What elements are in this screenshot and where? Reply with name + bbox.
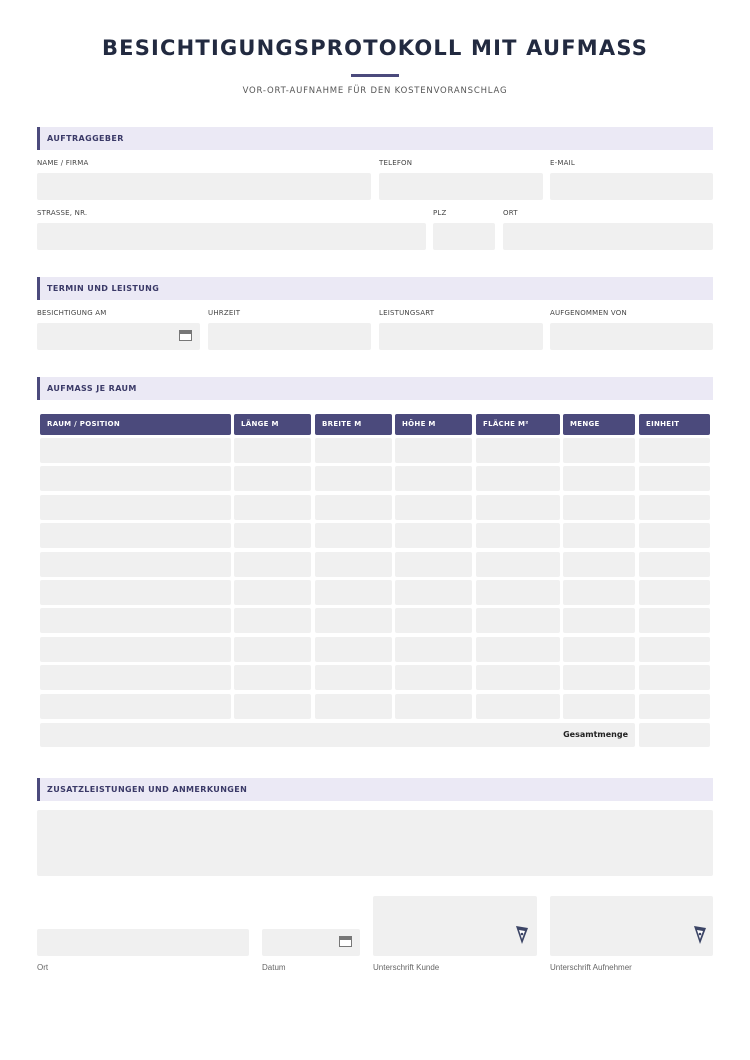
place-label: Ort xyxy=(37,963,49,972)
table-cell[interactable] xyxy=(40,694,231,719)
place-field[interactable] xyxy=(37,929,249,956)
calendar-icon[interactable] xyxy=(179,330,192,341)
section-header-notes xyxy=(37,778,713,801)
time-label: UHRZEIT xyxy=(208,309,241,317)
time-field[interactable] xyxy=(208,323,371,350)
zip-label: PLZ xyxy=(433,209,447,217)
section-header-appointment xyxy=(37,277,713,300)
section-header-measurement xyxy=(37,377,713,400)
table-cell[interactable] xyxy=(315,466,392,491)
table-cell[interactable] xyxy=(315,495,392,520)
section-header-client xyxy=(37,127,713,150)
column-header-unit xyxy=(639,414,710,435)
signature-date-label: Datum xyxy=(262,963,286,972)
table-cell[interactable] xyxy=(315,438,392,463)
phone-label: TELEFON xyxy=(379,159,413,167)
client-signature-field[interactable] xyxy=(373,896,537,956)
phone-field[interactable] xyxy=(379,173,543,200)
table-cell[interactable] xyxy=(395,665,472,690)
table-cell[interactable] xyxy=(395,523,472,548)
column-header-label: MENGE xyxy=(570,420,600,428)
table-cell[interactable] xyxy=(315,608,392,633)
table-cell[interactable] xyxy=(563,637,635,662)
table-cell[interactable] xyxy=(315,580,392,605)
table-cell[interactable] xyxy=(40,523,231,548)
table-cell[interactable] xyxy=(395,552,472,577)
table-cell[interactable] xyxy=(395,637,472,662)
pen-signature-icon xyxy=(514,924,530,946)
table-cell[interactable] xyxy=(563,552,635,577)
zip-field[interactable] xyxy=(433,223,495,250)
table-cell[interactable] xyxy=(563,438,635,463)
table-cell[interactable] xyxy=(395,580,472,605)
column-header-label: HÖHE M xyxy=(402,420,436,428)
table-cell[interactable] xyxy=(315,637,392,662)
table-cell[interactable] xyxy=(395,438,472,463)
column-header-label: EINHEIT xyxy=(646,420,680,428)
section-title-measurement: AUFMASS JE RAUM xyxy=(47,384,137,393)
table-cell[interactable] xyxy=(563,523,635,548)
table-cell[interactable] xyxy=(40,438,231,463)
table-cell[interactable] xyxy=(476,523,560,548)
city-field[interactable] xyxy=(503,223,713,250)
table-cell[interactable] xyxy=(476,694,560,719)
notes-field[interactable] xyxy=(37,810,713,876)
table-cell[interactable] xyxy=(40,552,231,577)
table-cell[interactable] xyxy=(40,637,231,662)
section-title-client: AUFTRAGGEBER xyxy=(47,134,124,143)
recorded-by-field[interactable] xyxy=(550,323,713,350)
column-header-label: LÄNGE M xyxy=(241,420,279,428)
table-cell[interactable] xyxy=(395,495,472,520)
name-label: NAME / FIRMA xyxy=(37,159,89,167)
column-header-length xyxy=(234,414,311,435)
column-header-area xyxy=(476,414,560,435)
table-cell[interactable] xyxy=(639,438,710,463)
table-cell[interactable] xyxy=(234,637,311,662)
table-cell[interactable] xyxy=(395,608,472,633)
table-cell[interactable] xyxy=(40,580,231,605)
table-cell[interactable] xyxy=(476,438,560,463)
table-cell[interactable] xyxy=(476,552,560,577)
table-cell[interactable] xyxy=(639,495,710,520)
table-cell[interactable] xyxy=(315,694,392,719)
table-cell[interactable] xyxy=(234,580,311,605)
inspection-date-label: BESICHTIGUNG AM xyxy=(37,309,107,317)
column-header-quantity xyxy=(563,414,635,435)
table-cell[interactable] xyxy=(476,665,560,690)
table-cell[interactable] xyxy=(563,466,635,491)
column-header-label: BREITE M xyxy=(322,420,362,428)
total-field[interactable] xyxy=(639,723,710,747)
column-header-width xyxy=(315,414,392,435)
table-cell[interactable] xyxy=(315,523,392,548)
table-cell[interactable] xyxy=(476,580,560,605)
table-cell[interactable] xyxy=(639,523,710,548)
table-cell[interactable] xyxy=(234,466,311,491)
title-underline xyxy=(351,74,399,77)
table-cell[interactable] xyxy=(639,580,710,605)
table-cell[interactable] xyxy=(315,552,392,577)
table-cell[interactable] xyxy=(639,608,710,633)
table-cell[interactable] xyxy=(563,665,635,690)
table-cell[interactable] xyxy=(639,665,710,690)
table-cell[interactable] xyxy=(40,665,231,690)
city-label: ORT xyxy=(503,209,518,217)
page-title: BESICHTIGUNGSPROTOKOLL MIT AUFMASS xyxy=(101,36,649,60)
table-cell[interactable] xyxy=(563,608,635,633)
table-cell[interactable] xyxy=(234,608,311,633)
table-cell[interactable] xyxy=(639,466,710,491)
total-label: Gesamtmenge xyxy=(563,730,628,739)
table-cell[interactable] xyxy=(40,466,231,491)
pen-signature-icon xyxy=(692,924,708,946)
service-type-label: LEISTUNGSART xyxy=(379,309,435,317)
contractor-signature-field[interactable] xyxy=(550,896,713,956)
name-field[interactable] xyxy=(37,173,371,200)
table-cell[interactable] xyxy=(40,608,231,633)
inspection-date-field[interactable] xyxy=(37,323,200,350)
service-type-field[interactable] xyxy=(379,323,543,350)
table-cell[interactable] xyxy=(563,580,635,605)
table-cell[interactable] xyxy=(234,523,311,548)
street-field[interactable] xyxy=(37,223,426,250)
section-title-notes: ZUSATZLEISTUNGEN UND ANMERKUNGEN xyxy=(47,785,248,794)
contractor-signature-label: Unterschrift Aufnehmer xyxy=(550,963,632,972)
section-title-appointment: TERMIN UND LEISTUNG xyxy=(47,284,160,293)
client-signature-label: Unterschrift Kunde xyxy=(373,963,440,972)
table-cell[interactable] xyxy=(476,495,560,520)
column-header-label: FLÄCHE M² xyxy=(483,420,529,428)
table-cell[interactable] xyxy=(563,495,635,520)
table-cell[interactable] xyxy=(395,466,472,491)
table-cell[interactable] xyxy=(639,552,710,577)
table-cell[interactable] xyxy=(563,694,635,719)
table-cell[interactable] xyxy=(234,665,311,690)
table-cell[interactable] xyxy=(234,495,311,520)
table-cell[interactable] xyxy=(234,552,311,577)
column-header-label: RAUM / POSITION xyxy=(47,420,121,428)
table-cell[interactable] xyxy=(234,438,311,463)
email-field[interactable] xyxy=(550,173,713,200)
column-header-height xyxy=(395,414,472,435)
email-label: E-MAIL xyxy=(550,159,575,167)
page-subtitle: VOR-ORT-AUFNAHME FÜR DEN KOSTENVORANSCHLAG xyxy=(242,86,508,96)
table-cell[interactable] xyxy=(234,694,311,719)
table-cell[interactable] xyxy=(395,694,472,719)
calendar-icon[interactable] xyxy=(339,936,352,947)
column-header-room xyxy=(40,414,231,435)
table-cell[interactable] xyxy=(40,495,231,520)
table-cell[interactable] xyxy=(476,637,560,662)
street-label: STRASSE, NR. xyxy=(37,209,88,217)
table-cell[interactable] xyxy=(476,608,560,633)
table-cell[interactable] xyxy=(639,637,710,662)
table-cell[interactable] xyxy=(476,466,560,491)
recorded-by-label: AUFGENOMMEN VON xyxy=(550,309,627,317)
table-cell[interactable] xyxy=(315,665,392,690)
table-cell[interactable] xyxy=(639,694,710,719)
